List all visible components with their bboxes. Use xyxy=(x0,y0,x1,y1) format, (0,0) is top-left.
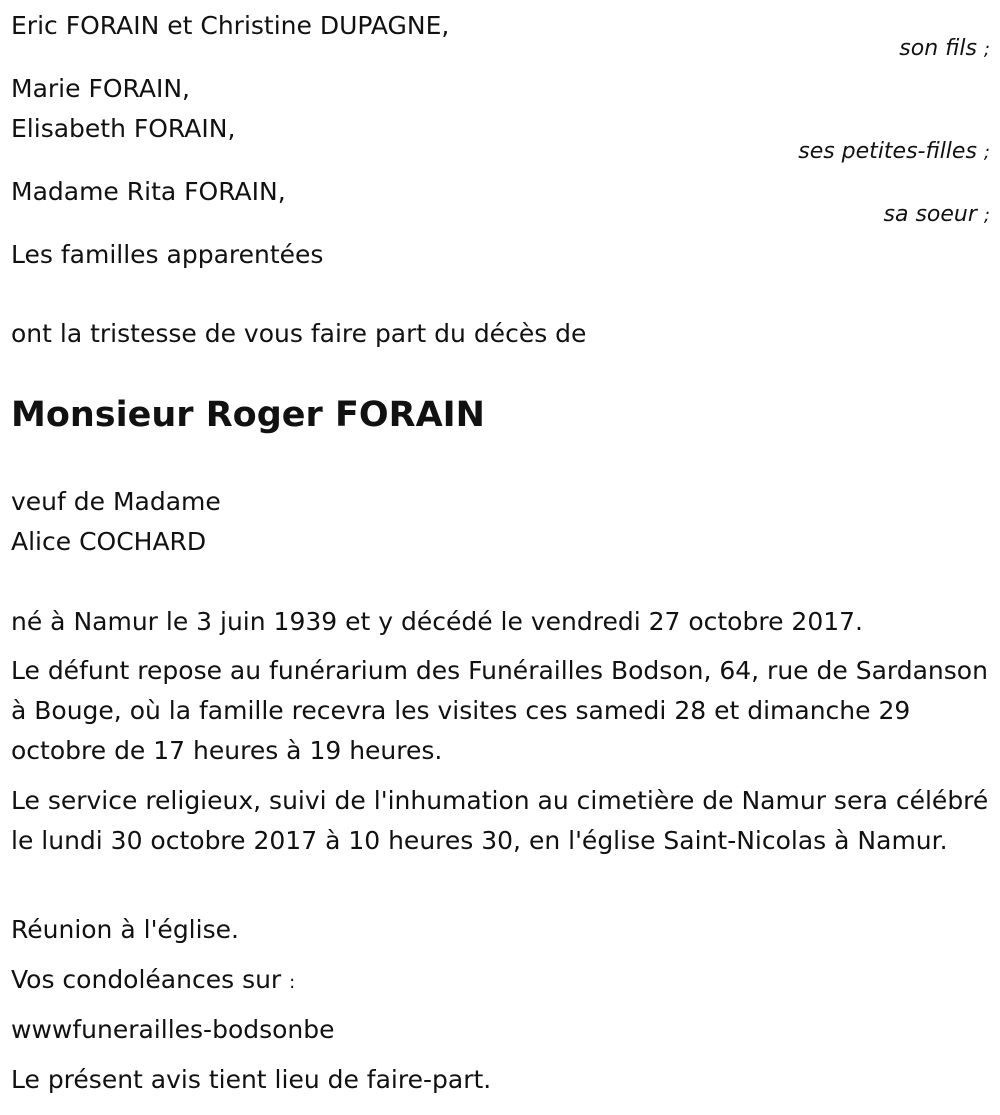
meeting-text: Réunion à l'église. xyxy=(11,915,239,944)
role-separator: ; xyxy=(983,39,990,60)
intro-text: ont la tristesse de vous faire part du décès de xyxy=(11,319,587,348)
visitation-text: Le défunt repose au funérarium des Funérailles Bodson, 64, rue de Sardanson à Bouge, où la famille recevra les visites ces samedi 28 et dimanche 29 octobre de 17 heures à 19 heures. xyxy=(11,656,988,765)
role-son xyxy=(899,34,990,65)
birth-death-text: né à Namur le 3 juin 1939 et y décédé le vendredi 27 octobre 2017. xyxy=(11,607,863,636)
role-granddaughters-text: ses petites-filles xyxy=(798,139,977,164)
condolences-label-text: Vos condoléances sur xyxy=(11,965,282,994)
deceased-name: Monsieur Roger FORAIN xyxy=(11,395,485,435)
announcer-son: Eric FORAIN et Christine DUPAGNE, xyxy=(11,11,450,40)
service-text: Le service religieux, suivi de l'inhumation au cimetière de Namur sera célébré le lundi 30 octobre 2017 à 10 heures 30, en l'église Saint-Nicolas à Namur. xyxy=(11,786,989,855)
announcer-sister: Madame Rita FORAIN, xyxy=(11,177,286,206)
announcer-granddaughter-2: Elisabeth FORAIN, xyxy=(11,114,236,143)
widower-line-2: Alice COCHARD xyxy=(11,527,207,556)
role-sister-text: sa soeur xyxy=(883,202,977,227)
widower-line-1: veuf de Madame xyxy=(11,487,221,516)
announcer-families: Les familles apparentées xyxy=(11,240,324,269)
role-separator: ; xyxy=(983,205,990,226)
condolences-label xyxy=(11,960,295,1003)
closing-text: Le présent avis tient lieu de faire-part. xyxy=(11,1065,492,1094)
role-sister xyxy=(884,200,990,231)
role-son-text: son fils xyxy=(899,36,977,61)
condolences-colon: : xyxy=(289,972,296,993)
condolences-website: wwwfunerailles-bodsonbe xyxy=(11,1015,335,1044)
role-granddaughters xyxy=(798,137,990,168)
role-separator: ; xyxy=(983,142,990,163)
announcer-granddaughter-1: Marie FORAIN, xyxy=(11,74,190,103)
